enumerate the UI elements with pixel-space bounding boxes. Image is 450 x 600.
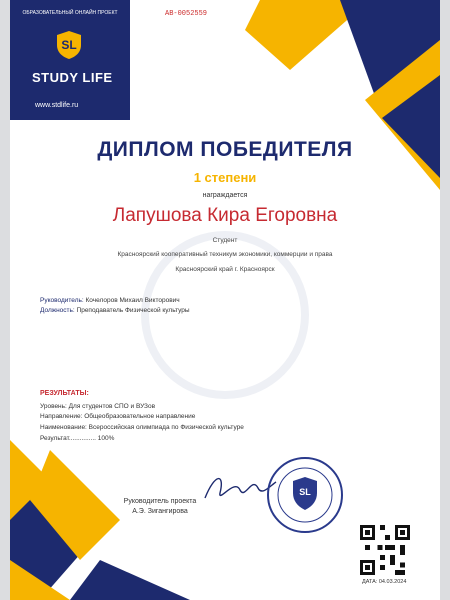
- qr-code-icon: [360, 525, 410, 575]
- result-score: Результат............... 100%: [40, 435, 115, 442]
- logo-text: STUDY LIFE: [32, 70, 113, 85]
- degree-label: 1 степени: [193, 170, 257, 185]
- supervisor-value: Кочелоров Михаил Викторович: [85, 297, 180, 304]
- supervisor-row: [40, 297, 180, 304]
- supervisor-label: Руководитель:: [40, 297, 84, 304]
- logo-badge-text: SL: [61, 38, 77, 52]
- serial-number: АВ-0052559: [165, 10, 208, 18]
- result-direction: Направление: Общеобразовательное направление: [40, 413, 196, 420]
- results-heading: РЕЗУЛЬТАТЫ:: [40, 390, 89, 397]
- recipient-name: Лапушова Кира Егоровна: [112, 205, 338, 226]
- position-label: Должность:: [40, 307, 75, 314]
- recipient-status: Студент: [212, 237, 238, 244]
- awarded-label: награждается: [202, 192, 248, 199]
- certificate-sheet: [10, 0, 440, 600]
- result-name: Наименование: Всероссийская олимпиада по Физической культуре: [40, 424, 244, 431]
- result-level: Уровень: Для студентов СПО и ВУЗов: [40, 403, 156, 410]
- signature-block: [110, 497, 210, 517]
- signature-title: Руководитель проекта: [123, 498, 197, 505]
- institution: Красноярский кооперативный техникум экономики, коммерции и права: [117, 251, 333, 258]
- website-url: www.stdlife.ru: [35, 102, 79, 109]
- location: Красноярский край г. Красноярск: [175, 266, 275, 273]
- logo-panel: [10, 0, 130, 120]
- position-row: [40, 307, 190, 314]
- issue-date: ДАТА: 04.03.2024: [362, 579, 407, 585]
- signature-name: А.Э. Зигангирова: [132, 508, 188, 515]
- logo-arc-text: ОБРАЗОВАТЕЛЬНЫЙ ОНЛАЙН ПРОЕКТ: [22, 10, 118, 16]
- position-value: Преподаватель Физической культуры: [76, 307, 190, 314]
- seal-text: SL: [299, 487, 311, 497]
- certificate-title: ДИПЛОМ ПОБЕДИТЕЛЯ: [97, 138, 353, 161]
